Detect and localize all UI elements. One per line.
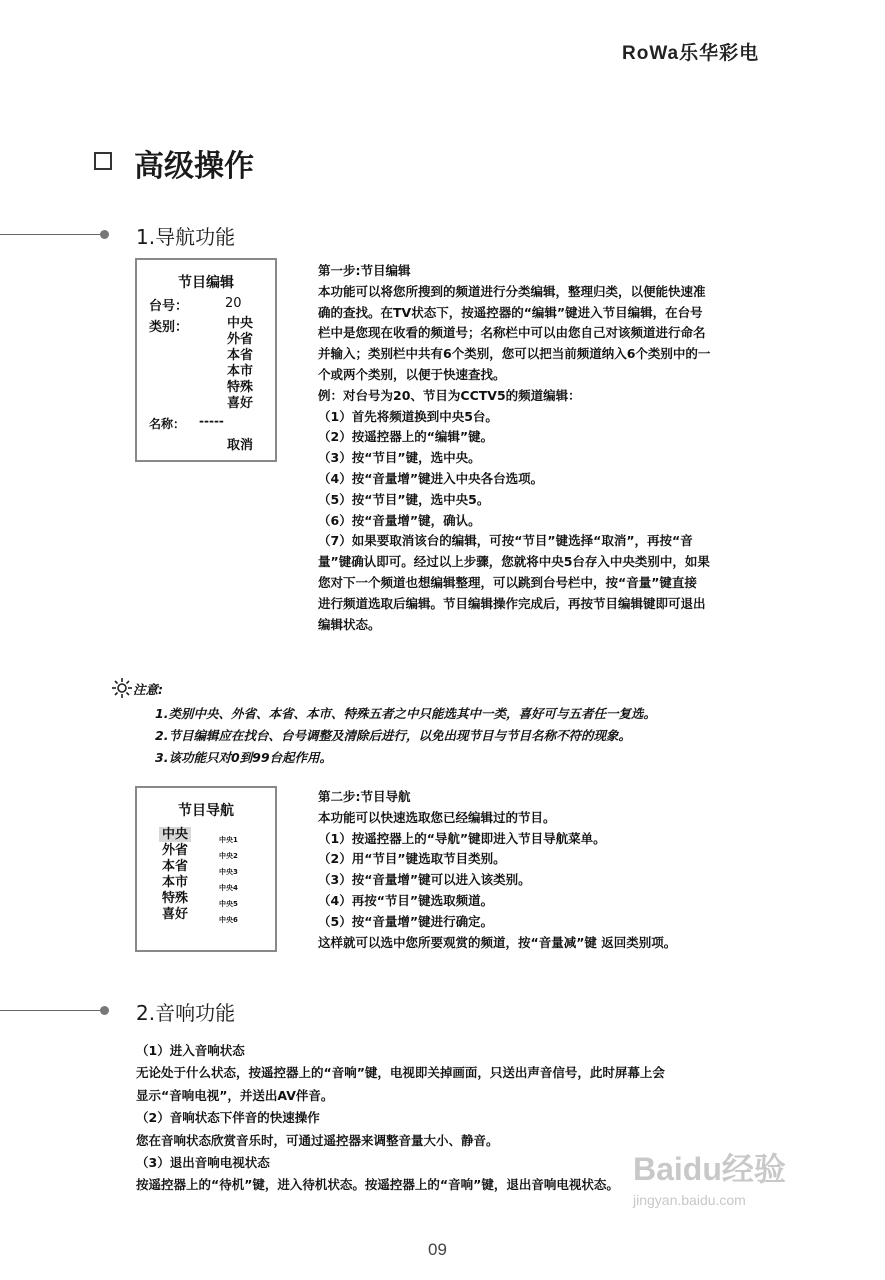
title-square-icon bbox=[94, 152, 112, 170]
step2-line: （1）按遥控器上的“导航”键即进入节目导航菜单。 bbox=[318, 830, 606, 846]
panel2-channel: 中央1 bbox=[219, 836, 238, 844]
note-list bbox=[155, 703, 656, 769]
step1-line: 进行频道选取后编辑。节目编辑操作完成后，再按节目编辑键即可退出 bbox=[318, 595, 706, 611]
panel2-title: 节目导航 bbox=[178, 803, 234, 819]
note-label: 注意: bbox=[133, 682, 163, 697]
panel2-channel: 中央4 bbox=[219, 884, 238, 892]
section2-bullet-icon bbox=[100, 1006, 109, 1015]
section2-line: 您在音响状态欣赏音乐时，可通过遥控器来调整音量大小、静音。 bbox=[136, 1132, 499, 1148]
panel2-category: 喜好 bbox=[162, 907, 189, 922]
step2-text bbox=[318, 787, 676, 953]
watermark-main: Baidu经验 bbox=[633, 1151, 786, 1187]
note-item: 1.类别中央、外省、本省、本市、特殊五者之中只能选其中一类，喜好可与五者任一复选。 bbox=[155, 706, 656, 721]
step1-line: 栏中是您现在收看的频道号；名称栏中可以由您自己对该频道进行命名 bbox=[318, 325, 706, 341]
panel1-name-label: 名称： bbox=[149, 417, 186, 431]
step1-line: （2）按遥控器上的“编辑”键。 bbox=[318, 429, 494, 445]
section2-rule bbox=[0, 1010, 104, 1011]
section2-line: （2）音响状态下伴音的快速操作 bbox=[136, 1110, 320, 1126]
panel1-category: 喜好 bbox=[227, 396, 254, 411]
step1-line: （5）按“节目”键，选中央5。 bbox=[318, 491, 490, 507]
section2-line: 显示“音响电视”，并送出AV伴音。 bbox=[136, 1087, 334, 1103]
panel2-category-selected: 中央 bbox=[159, 827, 191, 842]
step1-line: 您对下一个频道也想编辑整理，可以跳到台号栏中，按“音量”键直接 bbox=[318, 574, 697, 590]
panel2-channel: 中央3 bbox=[219, 868, 238, 876]
step1-line: 个或两个类别，以便于快速查找。 bbox=[318, 366, 506, 382]
program-edit-menu-illustration bbox=[135, 258, 277, 462]
step1-line: 确的查找。在TV状态下，按遥控器的“编辑”键进入节目编辑，在台号 bbox=[318, 304, 703, 320]
panel1-title: 节目编辑 bbox=[178, 275, 234, 291]
step1-line: （1）首先将频道换到中央5台。 bbox=[318, 408, 498, 424]
panel2-category: 特殊 bbox=[162, 891, 189, 906]
panel2-category-list bbox=[159, 827, 191, 923]
step1-line: 量”键确认即可。经过以上步骤，您就将中央5台存入中央类别中，如果 bbox=[318, 554, 710, 570]
panel2-channel: 中央6 bbox=[219, 916, 238, 924]
note-item: 3.该功能只对0到99台起作用。 bbox=[155, 750, 333, 765]
note-item: 2.节目编辑应在找台、台号调整及清除后进行，以免出现节目与节目名称不符的现象。 bbox=[155, 728, 631, 743]
step1-line: 并输入；类别栏中共有6个类别，您可以把当前频道纳入6个类别中的一 bbox=[318, 346, 711, 362]
panel1-category: 外省 bbox=[227, 332, 254, 347]
step2-line: 这样就可以选中您所要观赏的频道，按“音量减”键 返回类别项。 bbox=[318, 934, 677, 950]
brand-logo: RoWa乐华彩电 bbox=[622, 43, 760, 64]
page-number: 09 bbox=[428, 1240, 447, 1259]
program-navigation-menu-illustration bbox=[135, 786, 277, 952]
step2-line: （3）按“音量增”键可以进入该类别。 bbox=[318, 872, 531, 888]
section2-title: 2.音响功能 bbox=[136, 1001, 236, 1025]
baidu-watermark bbox=[633, 1144, 786, 1208]
section2-line: （1）进入音响状态 bbox=[136, 1043, 245, 1058]
panel1-category-label: 类别： bbox=[149, 320, 189, 335]
step1-line: 例：对台号为20、节目为CCTV5的频道编辑： bbox=[318, 387, 581, 403]
panel1-cancel: 取消 bbox=[227, 438, 254, 453]
watermark-url: jingyan.baidu.com bbox=[633, 1192, 746, 1208]
step2-line: （5）按“音量增”键进行确定。 bbox=[318, 913, 494, 929]
step1-line: （6）按“音量增”键，确认。 bbox=[318, 512, 481, 528]
panel2-category: 外省 bbox=[162, 843, 189, 858]
section2-line: 无论处于什么状态，按遥控器上的“音响”键，电视即关掉画面，只送出声音信号，此时屏幕上会 bbox=[136, 1065, 665, 1081]
panel2-category: 本省 bbox=[162, 859, 189, 874]
step1-line: 第一步:节目编辑 bbox=[318, 263, 411, 278]
step1-line: 编辑状态。 bbox=[318, 616, 381, 632]
panel1-channel-label: 台号： bbox=[149, 299, 189, 314]
panel1-channel-value: 20 bbox=[225, 296, 242, 311]
step2-line: 本功能可以快速选取您已经编辑过的节目。 bbox=[318, 809, 556, 825]
section2-line: 按遥控器上的“待机”键，进入待机状态。按遥控器上的“音响”键，退出音响电视状态。 bbox=[136, 1177, 619, 1193]
section1-rule bbox=[0, 234, 104, 235]
panel1-category: 特殊 bbox=[227, 380, 254, 395]
step1-text bbox=[318, 261, 710, 635]
panel2-channel: 中央5 bbox=[219, 900, 238, 908]
panel1-name-value: ----- bbox=[199, 414, 224, 428]
panel2-channel-list bbox=[219, 832, 238, 928]
panel1-category: 本市 bbox=[227, 364, 254, 379]
step1-line: （4）按“音量增”键进入中央各台选项。 bbox=[318, 470, 544, 486]
step1-line: （7）如果要取消该台的编辑，可按“节目”键选择“取消”，再按“音 bbox=[318, 533, 693, 549]
step2-line: （2）用“节目”键选取节目类别。 bbox=[318, 851, 506, 867]
panel1-category-list bbox=[227, 316, 253, 412]
step2-line: （4）再按“节目”键选取频道。 bbox=[318, 892, 494, 908]
panel1-category: 本省 bbox=[227, 348, 254, 363]
panel1-category: 中央 bbox=[227, 316, 254, 331]
sun-icon bbox=[112, 678, 132, 698]
section2-text bbox=[136, 1040, 665, 1197]
panel2-channel: 中央2 bbox=[219, 852, 238, 860]
step1-line: 本功能可以将您所搜到的频道进行分类编辑，整理归类，以便能快速准 bbox=[318, 283, 706, 299]
section1-title: 1.导航功能 bbox=[136, 225, 236, 249]
section2-line: （3）退出音响电视状态 bbox=[136, 1155, 270, 1171]
panel2-category: 本市 bbox=[162, 875, 189, 890]
page-title: 高级操作 bbox=[134, 149, 254, 184]
section1-bullet-icon bbox=[100, 230, 109, 239]
step2-line: 第二步:节目导航 bbox=[318, 789, 411, 804]
step1-line: （3）按“节目”键，选中央。 bbox=[318, 450, 481, 466]
